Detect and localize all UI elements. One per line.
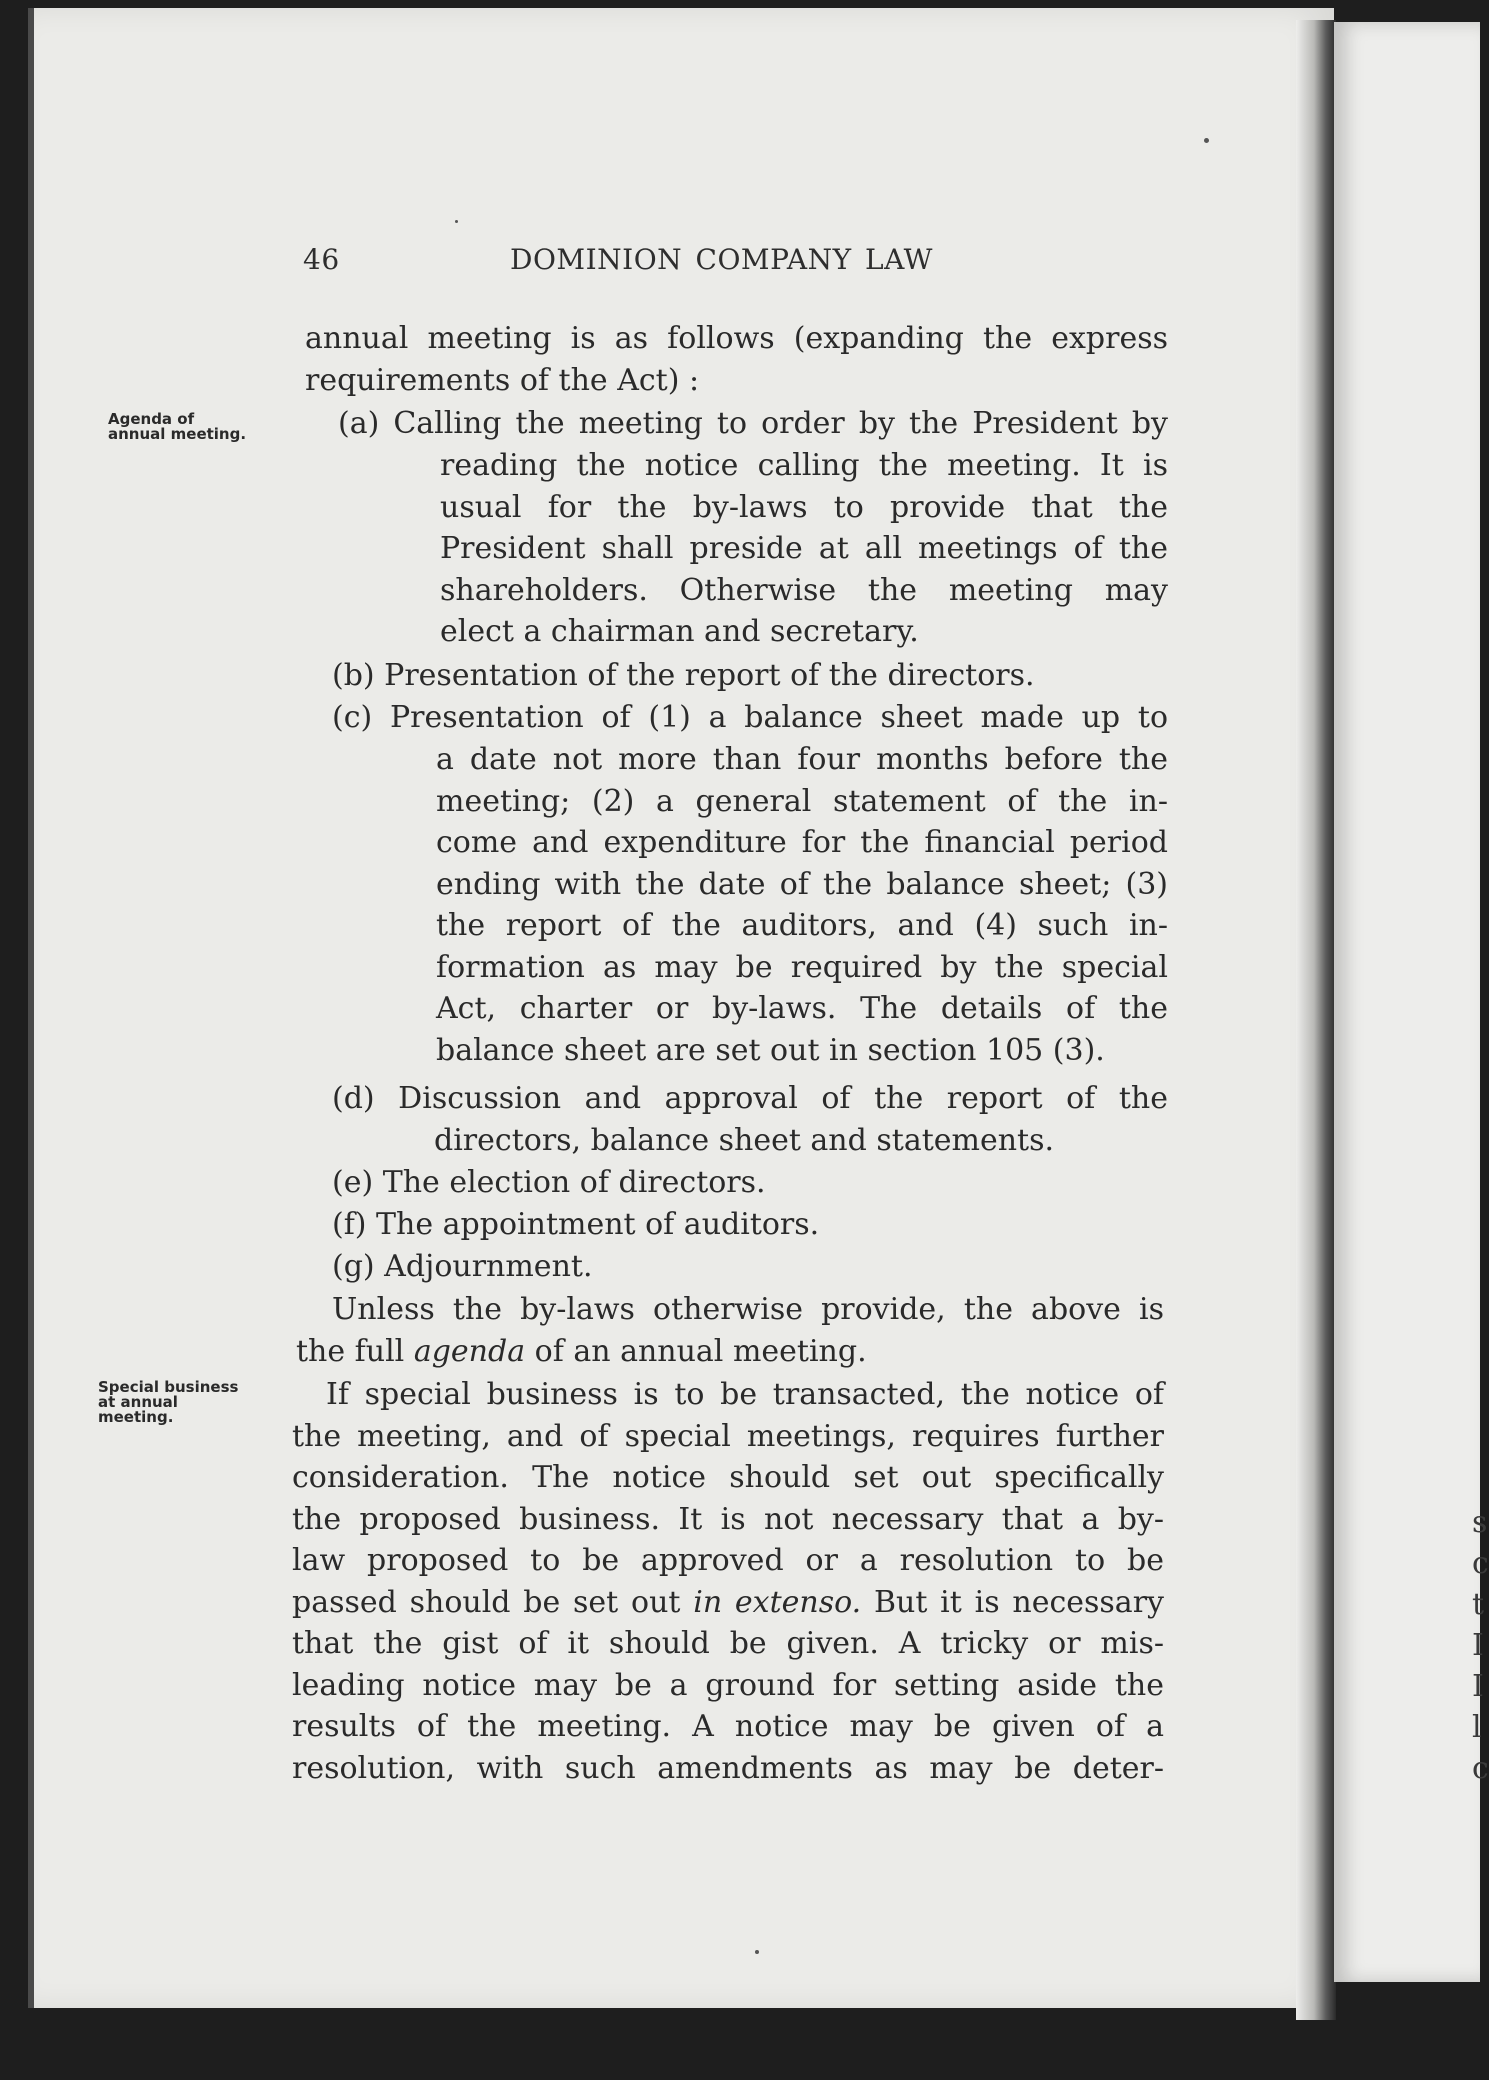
text-line: the meeting, and of special meetings, requires further bbox=[292, 1418, 1164, 1454]
facing-page-text-fragments: s c t I I l c bbox=[1472, 1505, 1489, 1786]
text-line: directors, balance sheet and statements. bbox=[434, 1123, 1055, 1158]
agenda-item-f bbox=[332, 1204, 1168, 1246]
agenda-item-c-continued bbox=[436, 739, 1168, 1071]
text-line: leading notice may be a ground for setting aside the bbox=[292, 1667, 1164, 1703]
text-line: President shall preside at all meetings of the bbox=[440, 531, 1168, 566]
agenda-item-c bbox=[332, 697, 1168, 739]
text-line: come and expenditure for the financial period bbox=[436, 825, 1168, 860]
text-line: formation as may be required by the special bbox=[436, 949, 1168, 985]
text-line: passed should be set out in extenso. But it is necessary bbox=[292, 1584, 1164, 1620]
text-line: (d) Discussion and approval of the report of the bbox=[332, 1081, 1168, 1116]
agenda-item-b bbox=[332, 655, 1168, 697]
text-line: (e) The election of directors. bbox=[332, 1165, 766, 1200]
book-title: DOMINION COMPANY LAW bbox=[510, 243, 933, 276]
intro-paragraph bbox=[305, 318, 1168, 401]
text-line: reading the notice calling the meeting. It is bbox=[440, 448, 1168, 483]
agenda-item-d-continued bbox=[434, 1120, 1168, 1162]
text-line: If special business is to be transacted, the notice of bbox=[326, 1377, 1164, 1412]
text-line: that the gist of it should be given. A tricky or mis- bbox=[292, 1626, 1164, 1661]
text-line: meeting; (2) a general statement of the in- bbox=[436, 783, 1168, 819]
text-line: (b) Presentation of the report of the directors. bbox=[332, 658, 1035, 693]
text-line: the full agenda of an annual meeting. bbox=[296, 1333, 867, 1369]
text-line: consideration. The notice should set out specifically bbox=[292, 1460, 1164, 1495]
text-line: Act, charter or by-laws. The details of the bbox=[436, 991, 1168, 1026]
text-line: (g) Adjournment. bbox=[332, 1249, 593, 1284]
text-line: the report of the auditors, and (4) such in- bbox=[436, 908, 1168, 943]
text-line: resolution, with such amendments as may be deter- bbox=[292, 1750, 1164, 1786]
agenda-item-d bbox=[332, 1078, 1168, 1120]
text-line: shareholders. Otherwise the meeting may bbox=[440, 572, 1168, 608]
scan-speck bbox=[755, 1950, 759, 1954]
text-line: a date not more than four months before the bbox=[436, 742, 1168, 777]
text-line: balance sheet are set out in section 105 (3). bbox=[436, 1032, 1105, 1068]
text-line: Unless the by-laws otherwise provide, the above is bbox=[332, 1292, 1164, 1327]
text-line: elect a chairman and secretary. bbox=[440, 614, 919, 649]
agenda-item-g bbox=[332, 1246, 1168, 1288]
text-line: (f) The appointment of auditors. bbox=[332, 1207, 820, 1242]
agenda-item-a-continued bbox=[440, 445, 1168, 653]
text-line: results of the meeting. A notice may be given of a bbox=[292, 1709, 1164, 1744]
text-line: (c) Presentation of (1) a balance sheet made up to bbox=[332, 700, 1168, 735]
text-line: law proposed to be approved or a resolution to be bbox=[292, 1543, 1164, 1578]
text-line: annual meeting is as follows (expanding the express bbox=[305, 321, 1168, 356]
scan-speck bbox=[1204, 138, 1209, 143]
text-line: the proposed business. It is not necessary that a by- bbox=[292, 1501, 1164, 1537]
text-line: (a) Calling the meeting to order by the President by bbox=[338, 406, 1168, 441]
text-line: usual for the by-laws to provide that the bbox=[440, 489, 1168, 525]
agenda-item-a bbox=[338, 403, 1168, 445]
page-number: 46 bbox=[303, 243, 340, 276]
scan-speck bbox=[455, 220, 458, 223]
text-line: ending with the date of the balance sheet; (3) bbox=[436, 866, 1168, 902]
agenda-item-e bbox=[332, 1162, 1168, 1204]
margin-note-agenda: Agenda of annual meeting. bbox=[108, 410, 247, 443]
book-gutter bbox=[1296, 20, 1336, 2020]
margin-note-special-business: Special business at annual meeting. bbox=[98, 1378, 239, 1426]
paragraph-unless bbox=[296, 1289, 1164, 1372]
paragraph-special-business bbox=[292, 1374, 1164, 1789]
text-line: requirements of the Act) : bbox=[305, 362, 700, 398]
